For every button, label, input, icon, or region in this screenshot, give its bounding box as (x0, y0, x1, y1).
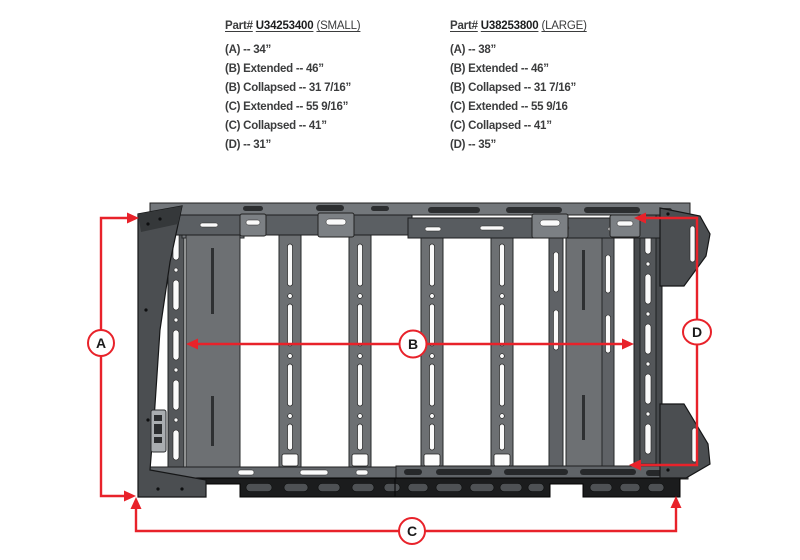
dimension-d-label: D (691, 324, 703, 340)
spec-column-small (225, 20, 440, 155)
spec-heading-small (225, 20, 440, 41)
spec-row: (B) Collapsed -- 31 7/16” (450, 82, 577, 94)
part-number: U38253800 (480, 20, 539, 32)
dimension-b-label: B (407, 336, 419, 352)
spec-row: (B) Extended -- 46” (450, 63, 549, 75)
part-prefix: Part# (450, 20, 478, 32)
dimension-a-label: A (95, 335, 107, 351)
spec-row: (D) -- 31” (225, 139, 272, 151)
spec-heading-large (450, 20, 665, 41)
dimension-a-line (101, 218, 136, 496)
rack-top-rail (150, 203, 690, 238)
spec-row: (B) Extended -- 46” (225, 63, 324, 75)
dimension-c-label: C (406, 523, 418, 539)
spec-column-large (450, 20, 665, 155)
spec-row: (C) Collapsed -- 41” (225, 120, 327, 132)
spec-row: (B) Collapsed -- 31 7/16” (225, 82, 352, 94)
spec-row: (C) Collapsed -- 41” (450, 120, 552, 132)
rack-right-upright (634, 208, 662, 474)
spec-row: (D) -- 35” (450, 139, 497, 151)
spec-row: (A) -- 34” (225, 44, 272, 56)
brand-badge (151, 410, 166, 452)
spec-row: (C) Extended -- 55 9/16 (450, 101, 568, 113)
spec-row: (A) -- 38” (450, 44, 497, 56)
part-prefix: Part# (225, 20, 253, 32)
part-number: U34253400 (255, 20, 314, 32)
size-label: (SMALL) (316, 20, 361, 32)
spec-row: (C) Extended -- 55 9/16” (225, 101, 349, 113)
rack-bottom-assembly (150, 466, 688, 497)
size-label: (LARGE) (541, 20, 587, 32)
